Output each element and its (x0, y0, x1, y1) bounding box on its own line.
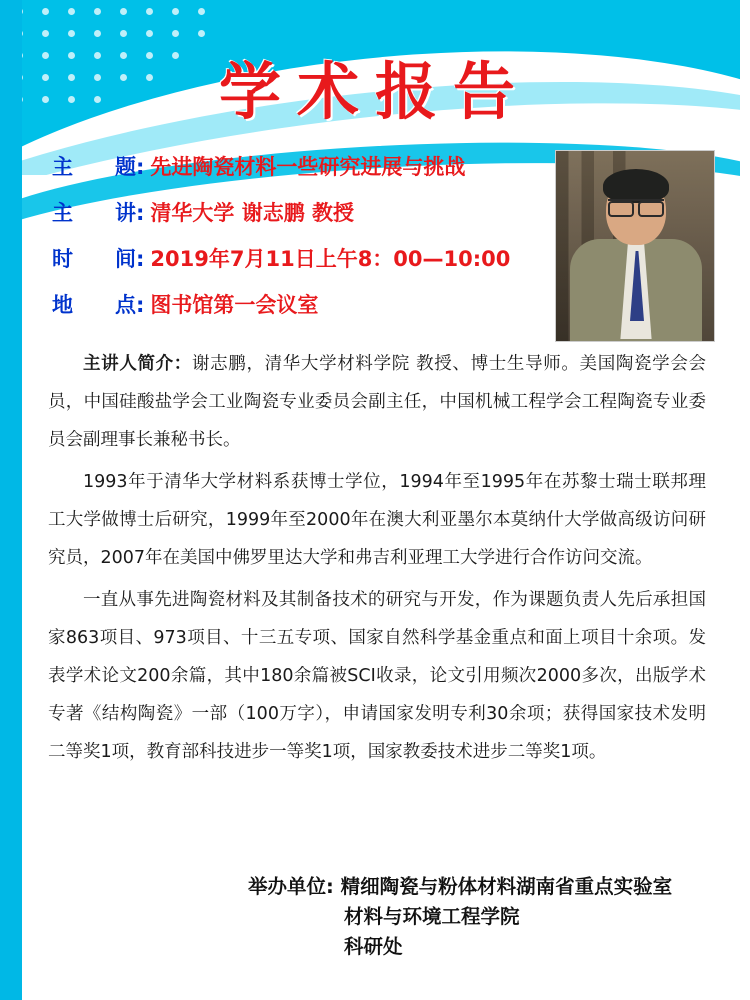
event-details (52, 150, 522, 334)
bio-lead-label: 主讲人简介： (83, 354, 192, 374)
place-value: 图书馆第一会议室 (150, 293, 319, 317)
organizer-block (248, 872, 718, 962)
bio-paragraph-1 (48, 345, 706, 459)
organizer-line-2: 材料与环境工程学院 (344, 905, 520, 928)
glasses-icon (608, 199, 664, 214)
detail-row-place (52, 288, 522, 322)
detail-row-time (52, 242, 522, 276)
speaker-biography (48, 345, 706, 775)
bio-paragraph-2: 1993年于清华大学材料系获博士学位，1994年至1995年在苏黎士瑞士联邦理工大学做博士后研究，1999年至2000年在澳大利亚墨尔本莫纳什大学做高级访问研究员，2007年在美国中佛罗里达大学和弗吉利亚理工大学进行合作访问交流。 (48, 472, 706, 568)
poster-title: 学术报告 (218, 55, 531, 128)
topic-value: 先进陶瓷材料一些研究进展与挑战 (150, 155, 466, 179)
detail-row-speaker (52, 196, 522, 230)
bottom-margin (0, 988, 750, 1000)
organizer-value-1: 精细陶瓷与粉体材料湖南省重点实验室 (340, 875, 673, 898)
bio-paragraph-3: 一直从事先进陶瓷材料及其制备技术的研究与开发，作为课题负责人先后承担国家863项目、973项目、十三五专项、国家自然科学基金重点和面上项目十余项。发表学术论文200余篇，其中180余篇被SCI收录，论文引用频次2000多次，出版学术专著《结构陶瓷》一部（100万字），申请国家发明专利30余项；获得国家技术发明二等奖1项，教育部科技进步一等奖1项，国家教委技术进步二等奖1项。 (48, 590, 706, 762)
detail-row-topic (52, 150, 522, 184)
right-margin-stripe (740, 0, 750, 1000)
topic-label: 主 题: (52, 155, 145, 179)
speaker-photo (555, 150, 715, 342)
time-value: 2019年7月11日上午8：00—10:00 (150, 247, 511, 271)
photo-hair (603, 169, 669, 203)
left-accent-stripe (0, 0, 22, 1000)
place-label: 地 点: (52, 293, 145, 317)
time-label: 时 间: (52, 247, 145, 271)
organizer-line-1 (248, 872, 718, 902)
organizer-label: 举办单位: (248, 875, 334, 898)
bio-text-1: 谢志鹏，清华大学材料学院 教授、博士生导师。美国陶瓷学会会员，中国硅酸盐学会工业陶瓷专业委员会副主任，中国机械工程学会工程陶瓷专业委员会副理事长兼秘书长。 (48, 354, 707, 450)
speaker-value: 清华大学 谢志鹏 教授 (150, 201, 355, 225)
speaker-label: 主 讲: (52, 201, 145, 225)
organizer-line-3: 科研处 (344, 935, 403, 958)
